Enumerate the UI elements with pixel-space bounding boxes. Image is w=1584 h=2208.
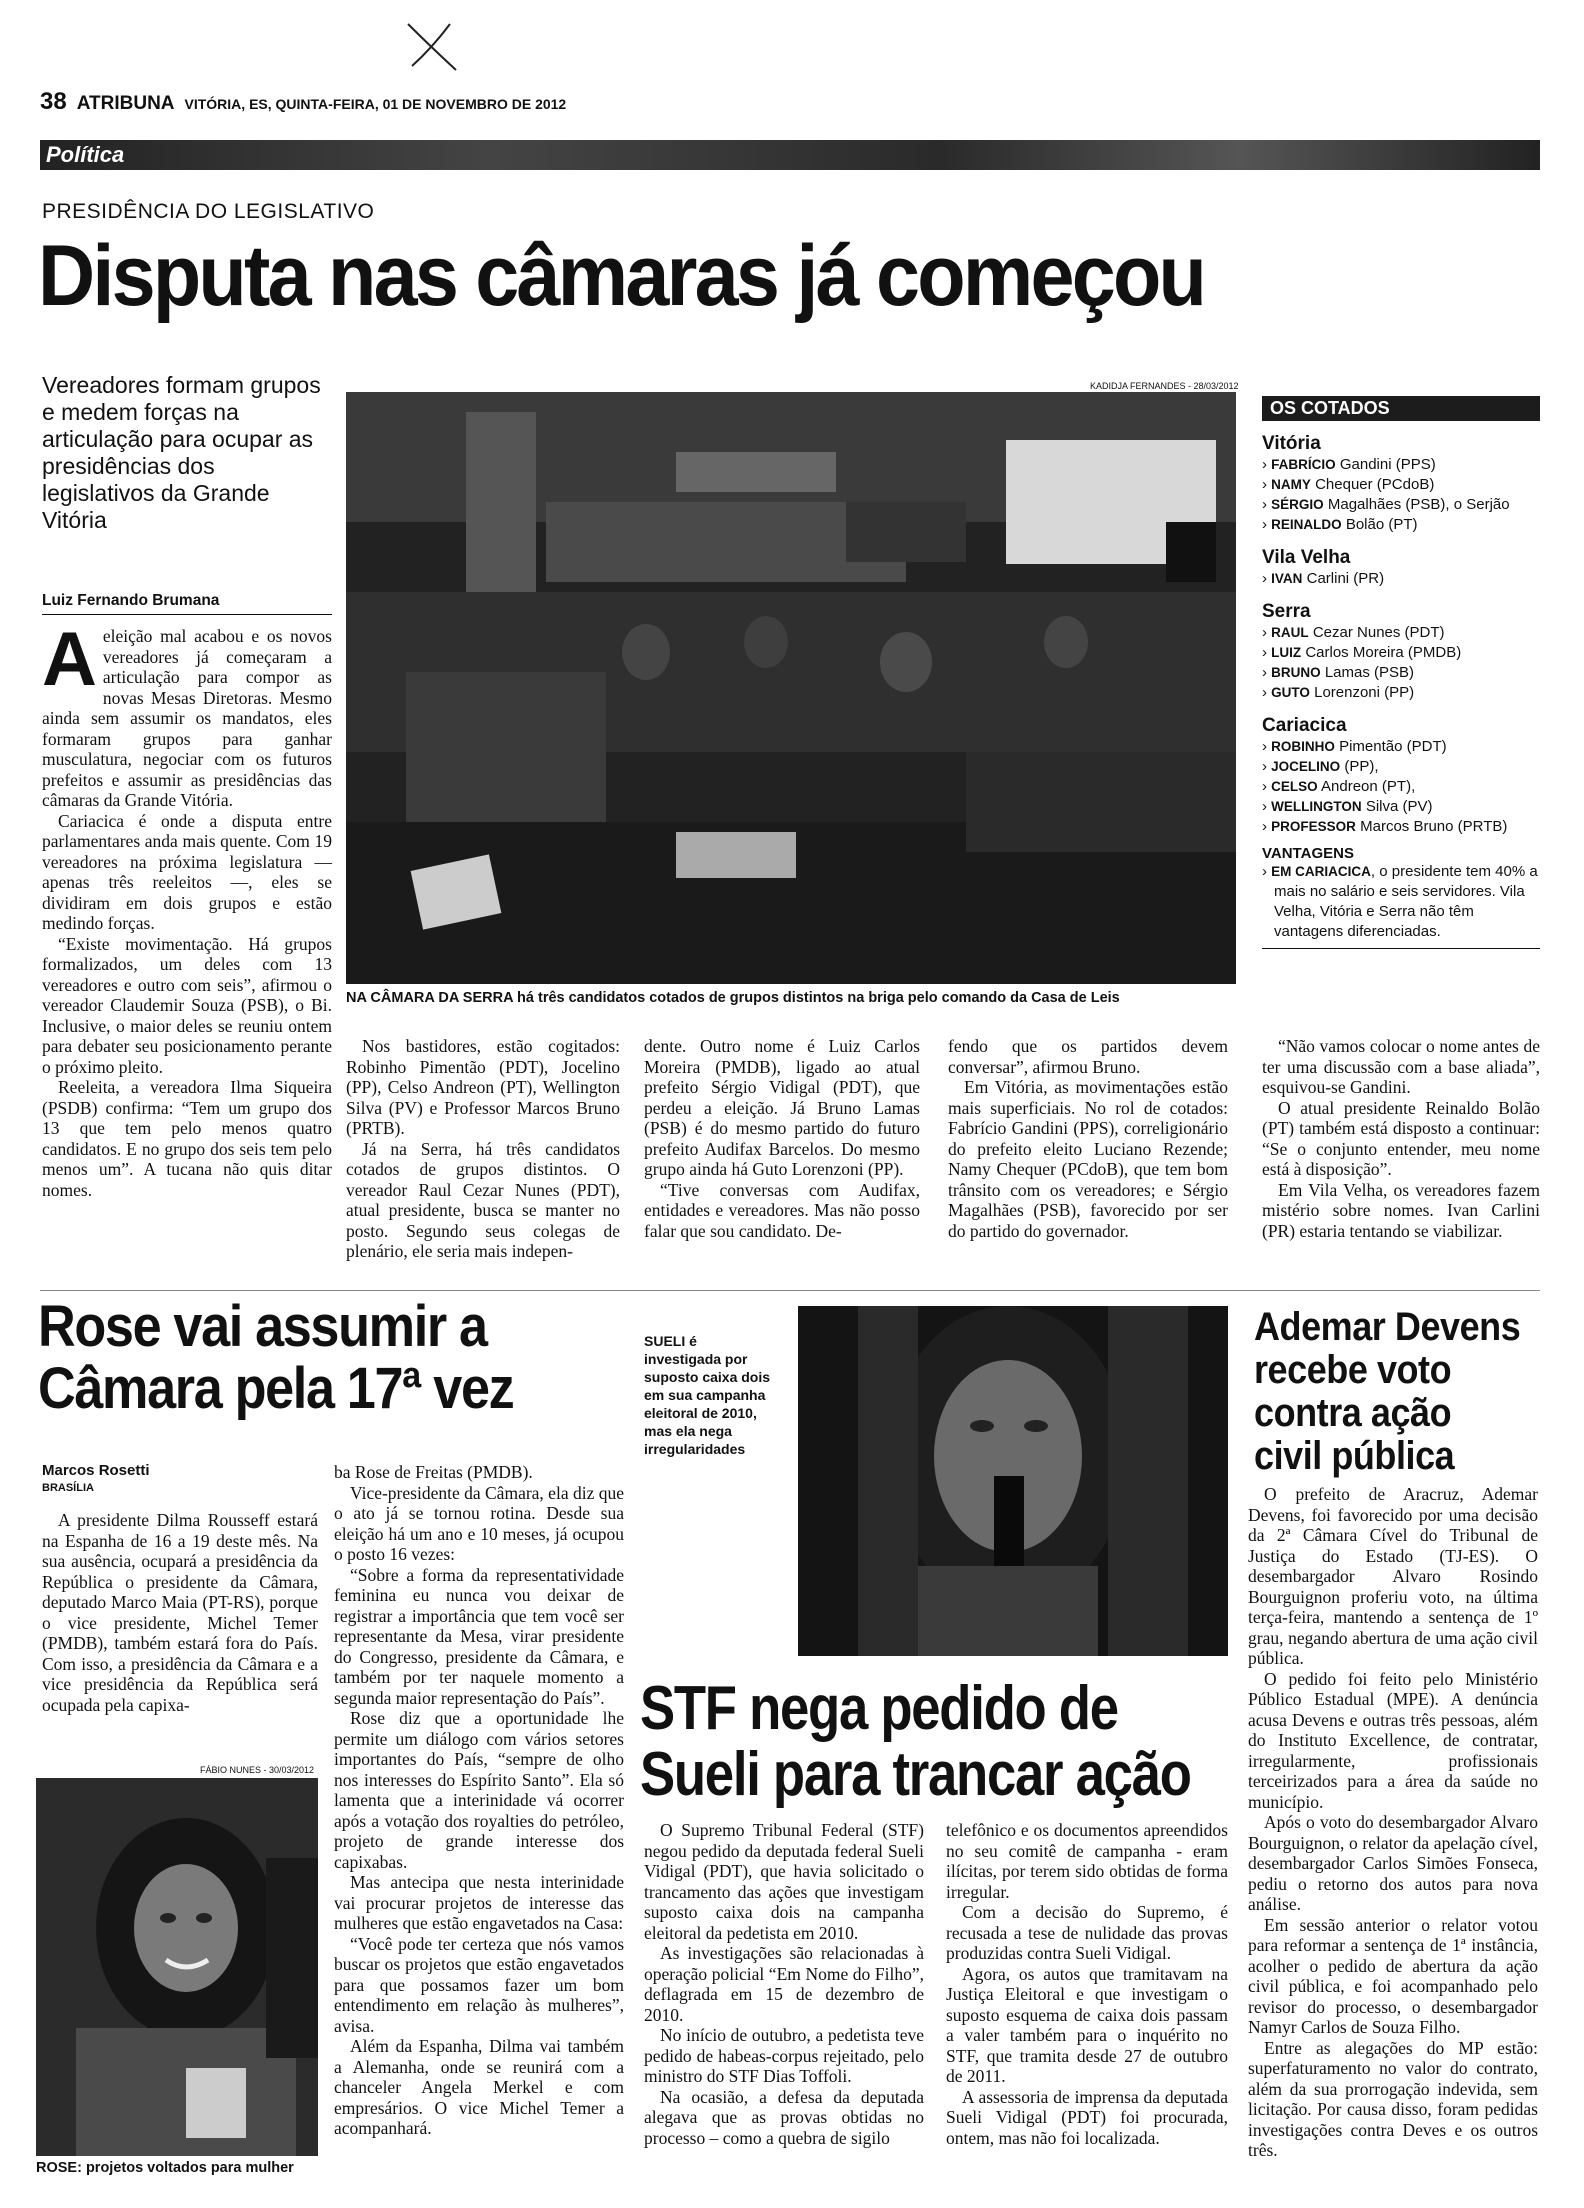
arrow-icon: › (1262, 818, 1272, 835)
rose-location: BRASÍLIA (42, 1482, 94, 1494)
main-col5-para-3: Em Vila Velha, os vereadores fazem mistério sobre nomes. Ivan Carlini (PR) estaria tentando se viabilizar. (1262, 1179, 1540, 1241)
cotados-item-rest: Lorenzoni (PP) (1309, 684, 1415, 701)
rose-photo (36, 1778, 318, 2156)
cotados-item-rest: Chequer (PCdoB) (1310, 476, 1435, 493)
sueli-photo-caption (644, 1332, 774, 1458)
main-col4-para-1: fendo que os partidos devem conversar”, afirmou Bruno. (948, 1036, 1228, 1077)
main-photo (346, 392, 1236, 984)
rose-headline-line2: Câmara pela 17ª vez (38, 1356, 514, 1421)
section-label: Política (46, 142, 125, 167)
subhead: Vereadores formam grupos e medem forças na articulação para ocupar as presidências dos legislativos da Grande Vitória (42, 372, 321, 533)
photo-credit: KADIDJA FERNANDES - 28/03/2012 (1090, 381, 1239, 391)
ademar-para-5: Entre as alegações do MP estão: superfaturamento no valor do contrato, além da sua prorrogação indevida, sem licitação. Por causa disso, foram pedidas investigações contra Deves e os outros três. (1248, 2037, 1538, 2160)
main-col5-para-2: O atual presidente Reinaldo Bolão (PT) também está disposto a continuar: “Se o conjunto entender, meu nome está à disposição”. (1262, 1097, 1540, 1179)
rose-byline: Marcos Rosetti (42, 1462, 150, 1479)
sueli-col2-para-2: Com a decisão do Supremo, é recusada a tese de nulidade das provas produzidas contra Sueli Vidigal. (946, 1902, 1228, 1963)
rose-col2-para-3: “Sobre a forma da representatividade feminina eu nunca vou deixar de registrar a importância que tem você ser representante da Mesa, virar presidente do Congresso, presidente da Câmara, e também por ter naquele momento a segunda maior representação do País”. (334, 1564, 624, 1708)
main-col1-para-4: Reeleita, a vereadora Ilma Siqueira (PSDB) confirma: “Tem um grupo dos 13 que tem pelo menos quatro candidatos. E no grupo dos seis tem pelo menos um”. A tucana não quis ditar nomes. (42, 1077, 332, 1200)
sueli-col1-para-2: As investigações são relacionadas à operação policial “Em Nome do Filho”, deflagrada em 15 de dezembro de 2010. (644, 1943, 924, 2025)
arrow-icon: › (1262, 456, 1272, 473)
sueli-col2-para-3: Agora, os autos que tramitavam na Justiça Eleitoral e que investigam o suposto esquema de caixa dois passam a valer também para o inquérito no STF, que tramita desde 27 de outubro de 2011. (946, 1963, 1228, 2086)
arrow-icon: › (1262, 684, 1272, 701)
main-headline: Disputa nas câmaras já começou (38, 228, 1205, 324)
main-col3-para-2: “Tive conversas com Audifax, entidades e vereadores. Mas não posso falar que sou candidato. De- (644, 1179, 920, 1241)
arrow-icon: › (1262, 624, 1272, 641)
main-col1-para-1: eleição mal acabou e os novos vereadores já começaram a articulação para compor as novas Mesas Diretoras. Mesmo ainda sem assumir os mandatos, eles formaram grupos para ganhar musculatura, negociar com os futuros prefeitos e assumir as presidências das câmaras da Grande Vitória. (42, 626, 332, 810)
arrow-icon: › (1262, 496, 1272, 513)
byline-rule (42, 614, 332, 615)
main-col4-para-2: Em Vitória, as movimentações estão mais superficiais. No rol de cotados: Fabrício Gandini (PPS), correligionário do prefeito eleito Luciano Rezende; Namy Chequer (PCdoB), que tem bom trânsito com os vereadores; e Sérgio Magalhães (PSB), favorecido por ser do partido do governador. (948, 1077, 1228, 1241)
rose-col-1 (42, 1510, 318, 1715)
cotados-city-2: Serra (1262, 601, 1311, 622)
ademar-headline-line1: Ademar Devens (1254, 1305, 1521, 1349)
rose-col2-para-5: Mas antecipa que nesta interinidade vai procurar projetos de interesse das mulheres que estão engavetados na Casa: (334, 1872, 624, 1933)
arrow-icon: › (1262, 516, 1272, 533)
cotados-item-rest: Bolão (PT) (1341, 516, 1418, 533)
main-col1-para-3: “Existe movimentação. Há grupos formalizados, um deles com 13 vereadores e outro com seis”, afirmou o vereador Claudemir Souza (PSB), o Bi. Inclusive, o maior deles se reuniu ontem para debater seu posicionamento perante o próximo pleito. (42, 933, 332, 1077)
sueli-col1-para-1: O Supremo Tribunal Federal (STF) negou pedido da deputada federal Sueli Vidigal (PDT), que havia solicitado o trancamento das ações que investigam suposto caixa dois na campanha eleitoral da pedetista em 2010. (644, 1820, 924, 1943)
cotados-title: OS COTADOS (1262, 396, 1540, 421)
cotados-box (1262, 396, 1540, 949)
cotados-item-first: IVAN (1271, 571, 1303, 586)
cotados-item (1262, 663, 1540, 683)
rose-caption-bold: ROSE: (36, 2160, 82, 2176)
cotados-item-rest: Cezar Nunes (PDT) (1308, 624, 1445, 641)
rose-col2-para-4: Rose diz que a oportunidade lhe permite um diálogo com vários setores importantes do País, “sempre de olho nos interesses do Espírito Santo”. Ela só lamenta que a interinidade vá ocorrer após a votação dos royalties do petróleo, projeto de grande interesse dos capixabas. (334, 1708, 624, 1872)
cotados-city-3: Cariacica (1262, 715, 1347, 736)
cotados-item-rest: Andreon (PT), (1317, 778, 1416, 795)
arrow-icon: › (1262, 570, 1272, 587)
rose-headline (38, 1296, 513, 1420)
sueli-col2-para-4: A assessoria de imprensa da deputada Sueli Vidigal (PDT) foi procurada, ontem, mas não foi localizada. (946, 2086, 1228, 2148)
cotados-rule (1262, 948, 1540, 949)
arrow-icon: › (1262, 476, 1272, 493)
handwritten-x-mark (404, 20, 460, 72)
kicker: PRESIDÊNCIA DO LEGISLATIVO (42, 200, 375, 223)
sueli-col1-para-3: No início de outubro, a pedetista teve pedido de habeas-corpus rejeitado, pelo ministro do STF Dias Toffoli. (644, 2025, 924, 2086)
vantagens-title: VANTAGENS (1262, 845, 1354, 862)
cotados-item (1262, 569, 1540, 589)
ademar-para-2: O pedido foi feito pelo Ministério Público Estadual (MPE). A denúncia acusa Devens e outras três pessoas, além do Instituto Excellence, de contratar, irregularmente, profissionais terceirizados para a área da saúde no município. (1248, 1668, 1538, 1812)
arrow-icon: › (1262, 664, 1272, 681)
main-photo-caption-rest: há três candidatos cotados de grupos distintos na briga pelo comando da Casa de Leis (513, 990, 1120, 1006)
cotados-city-1: Vila Velha (1262, 547, 1351, 568)
sueli-headline-line2: Sueli para trancar ação (640, 1740, 1191, 1809)
arrow-icon: › (1262, 798, 1272, 815)
cotados-item-rest: Pimentão (PDT) (1334, 738, 1447, 755)
ademar-headline (1254, 1306, 1520, 1478)
cotados-item (1262, 515, 1540, 535)
main-col-2 (346, 1036, 620, 1262)
cotados-item (1262, 777, 1540, 797)
rose-col-2 (334, 1462, 624, 2139)
vantagens-bold: EM CARIACICA (1271, 864, 1371, 879)
page-header (40, 88, 566, 118)
sueli-col2-para-1: telefônico e os documentos apreendidos no seu comitê de campanha - eram ilícitas, por terem sido obtidas de forma irregular. (946, 1820, 1228, 1902)
rose-col2-para-1: ba Rose de Freitas (PMDB). (334, 1462, 533, 1482)
rose-col2-para-2: Vice-presidente da Câmara, ela diz que o ato já se tornou rotina. Desde sua eleição há um ano e 10 meses, já ocupou o posto 16 vezes: (334, 1482, 624, 1564)
cotados-item-first: LUIZ (1271, 645, 1302, 660)
cotados-item-rest: Silva (PV) (1361, 798, 1433, 815)
main-col2-para-2: Já na Serra, há três candidatos cotados de grupos distintos. O vereador Raul Cezar Nunes (PDT), atual presidente, busca se manter no posto. Segundo seus colegas de plenário, ele seria mais indepen- (346, 1138, 620, 1261)
page-number: 38 (40, 88, 67, 115)
sueli-headline (640, 1676, 1191, 1808)
cotados-item-first: ROBINHO (1271, 739, 1335, 754)
main-col5-para-1: “Não vamos colocar o nome antes de ter uma discussão com a base aliada”, esquivou-se Gandini. (1262, 1036, 1540, 1097)
main-photo-caption (346, 990, 1246, 1006)
ademar-headline-line2: recebe voto (1254, 1348, 1452, 1392)
cotados-item (1262, 495, 1540, 515)
main-col-4 (948, 1036, 1228, 1241)
sueli-col-1 (644, 1820, 924, 2148)
dropcap: A (42, 617, 97, 702)
cotados-item-first: PROFESSOR (1271, 819, 1356, 834)
sueli-caption-bold: SUELI (644, 1333, 686, 1349)
cotados-item (1262, 475, 1540, 495)
rose-col1-para-1: A presidente Dilma Rousseff estará na Espanha de 16 a 19 deste mês. Na sua ausência, ocupará a presidência da República o presidente da Câmara, deputado Marco Maia (PT-RS), porque o vice presidente, Michel Temer (PMDB), também estará fora do País. Com isso, a presidência da Câmara e a vice presidência da República será ocupada pela capixa- (42, 1510, 318, 1715)
cotados-item-rest: Marcos Bruno (PRTB) (1355, 818, 1508, 835)
cotados-item (1262, 797, 1540, 817)
rose-col2-para-7: Além da Espanha, Dilma vai também a Alemanha, onde se reunirá com a chanceler Angela Merkel e com empresários. O vice Michel Temer a acompanhará. (334, 2036, 624, 2138)
main-col1-para-2: Cariacica é onde a disputa entre parlamentares anda mais quente. Com 19 vereadores na próxima legislatura — apenas três reeleitos —, eles se dividiram em dois grupos e estão medindo forças. (42, 810, 332, 933)
ademar-para-1: O prefeito de Aracruz, Ademar Devens, foi favorecido por uma decisão da 2ª Câmara Cível do Tribunal de Justiça do Estado (TJ-ES). O desembargador Alvaro Rosindo Bourguignon proferiu voto, na última terça-feira, mantendo a sentença de 1º grau, negando abertura de uma ação civil pública. (1248, 1484, 1538, 1668)
sueli-col-2 (946, 1820, 1228, 2148)
main-col3-para-1: dente. Outro nome é Luiz Carlos Moreira (PMDB), ligado ao atual prefeito Sérgio Vidigal (PDT), que perdeu a eleição. Já Bruno Lamas (PSB) é do mesmo partido do futuro prefeito Audifax Barcelos. Do mesmo grupo ainda há Guto Lorenzoni (PP). (644, 1036, 920, 1179)
sueli-col1-para-4: Na ocasião, a defesa da deputada alegava que as provas obtidas no processo – como a quebra de sigilo (644, 2086, 924, 2148)
paper-name: ATRIBUNA (76, 93, 175, 114)
main-photo-caption-bold: NA CÂMARA DA SERRA (346, 990, 514, 1006)
ademar-para-4: Em sessão anterior o relator votou para reformar a sentença de 1ª instância, acolher o pedido de abertura da ação civil pública, e foi acompanhado pelo revisor do processo, o desembargador Namyr Carlos de Souza Filho. (1248, 1914, 1538, 2037)
main-col2-para-1: Nos bastidores, estão cogitados: Robinho Pimentão (PDT), Jocelino (PP), Celso Andreon (PT), Wellington Silva (PV) e Professor Marcos Bruno (PRTB). (346, 1036, 620, 1138)
ademar-col (1248, 1484, 1538, 2161)
rose-photo-credit: FÁBIO NUNES - 30/03/2012 (200, 1765, 315, 1775)
cotados-item-first: CELSO (1271, 779, 1318, 794)
cotados-item-first: FABRÍCIO (1271, 457, 1336, 472)
cotados-item (1262, 737, 1540, 757)
cotados-item (1262, 643, 1540, 663)
cotados-item (1262, 623, 1540, 643)
rose-col2-para-6: “Você pode ter certeza que nós vamos buscar os projetos que estão engavetados para que possamos fazer um bom entendimento em relação às mulheres”, avisa. (334, 1933, 624, 2036)
cotados-item (1262, 683, 1540, 703)
cotados-item-first: SÉRGIO (1271, 497, 1324, 512)
arrow-icon: › (1262, 778, 1272, 795)
ademar-headline-line3: contra ação (1254, 1391, 1452, 1435)
main-col-3 (644, 1036, 920, 1241)
section-bar (40, 140, 1540, 170)
cotados-item-rest: Magalhães (PSB), o Serjão (1323, 496, 1510, 513)
rose-photo-caption (36, 2160, 294, 2176)
cotados-item-rest: Carlos Moreira (PMDB) (1301, 644, 1462, 661)
sueli-photo (798, 1306, 1228, 1656)
arrow-icon: › (1262, 738, 1272, 755)
main-col-5 (1262, 1036, 1540, 1241)
cotados-item-first: REINALDO (1271, 517, 1342, 532)
cotados-item-rest: Lamas (PSB) (1320, 664, 1415, 681)
sueli-caption-rest: é investigada por suposto caixa dois em sua campanha eleitoral de 2010, mas ela nega irregularidades (644, 1333, 771, 1457)
ademar-para-3: Após o voto do desembargador Alvaro Bourguignon, o relator da apelação cível, desembargador Carlos Simões Fonseca, pediu o retorno dos autos para nova análise. (1248, 1812, 1538, 1914)
cotados-item (1262, 757, 1540, 777)
cotados-item-first: JOCELINO (1271, 759, 1341, 774)
cotados-city-0: Vitória (1262, 433, 1321, 454)
cotados-item-rest: (PP), (1340, 758, 1379, 775)
rose-caption-rest: projetos voltados para mulher (81, 2160, 294, 2176)
ademar-headline-line4: civil pública (1254, 1434, 1455, 1478)
byline: Luiz Fernando Brumana (42, 592, 220, 609)
cotados-list (1262, 433, 1540, 837)
main-col-1 (42, 617, 332, 1200)
cotados-item-first: BRUNO (1271, 665, 1321, 680)
dateline: VITÓRIA, ES, QUINTA-FEIRA, 01 DE NOVEMBRO DE 2012 (184, 96, 567, 112)
cotados-item-first: GUTO (1271, 685, 1310, 700)
cotados-item-rest: Gandini (PPS) (1335, 456, 1436, 473)
vantagens-rest: , o presidente tem 40% a mais no salário e seis servidores. Vila Velha, Vitória e Serra não têm vantagens diferenciadas. (1274, 863, 1538, 940)
cotados-item-rest: Carlini (PR) (1302, 570, 1385, 587)
rose-headline-line1: Rose vai assumir a (38, 1294, 487, 1359)
arrow-icon: › (1262, 644, 1272, 661)
arrow-icon: › (1262, 758, 1272, 775)
section-divider (40, 1290, 1540, 1291)
cotados-item (1262, 817, 1540, 837)
cotados-item-first: NAMY (1271, 477, 1311, 492)
cotados-item-first: WELLINGTON (1271, 799, 1362, 814)
vantagens-text (1262, 862, 1540, 942)
cotados-item-first: RAUL (1271, 625, 1309, 640)
cotados-item (1262, 455, 1540, 475)
sueli-headline-line1: STF nega pedido de (640, 1674, 1118, 1743)
vantagens-arrow-icon: › (1262, 863, 1272, 880)
